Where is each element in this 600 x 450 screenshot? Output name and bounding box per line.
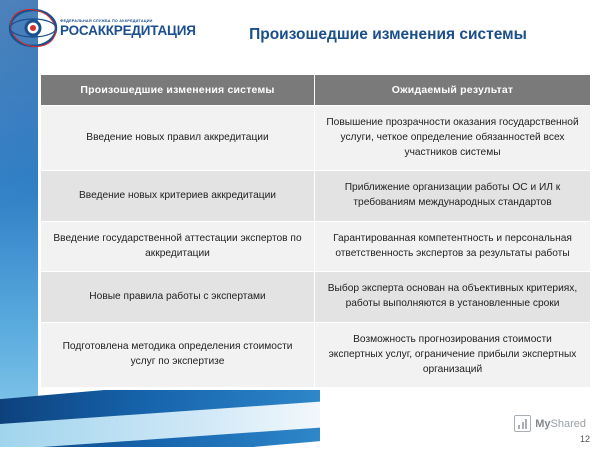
decorative-left-band: [0, 0, 38, 450]
bar-chart-icon: [514, 415, 531, 432]
watermark-prefix: My: [535, 417, 551, 430]
table-cell-result: Выбор эксперта основан на объективных критериях, работы выполняются в установленные сроки: [315, 272, 591, 323]
logo-top-line: ФЕДЕРАЛЬНАЯ СЛУЖБА ПО АККРЕДИТАЦИИ: [60, 19, 153, 24]
table-cell-change: Новые правила работы с экспертами: [41, 272, 315, 323]
rosaccreditation-emblem-icon: [8, 6, 58, 52]
table-cell-result: Повышение прозрачности оказания государственной услуги, четкое определение обязанностей всех участников системы: [315, 106, 591, 171]
table-row: [41, 323, 591, 388]
logo-name: РОСАККРЕДИТАЦИЯ: [60, 23, 196, 39]
watermark: [514, 415, 586, 432]
table-cell-result: Возможность прогнозирования стоимости экспертных услуг, ограничение прибыли экспертных организаций: [315, 323, 591, 388]
table-row: [41, 221, 591, 272]
watermark-label: [535, 418, 586, 430]
table-header-result: Ожидаемый результат: [315, 75, 591, 106]
table-row: [41, 272, 591, 323]
table-cell-result: Приближение организации работы ОС и ИЛ к требованиям международных стандартов: [315, 171, 591, 222]
table-row: [41, 106, 591, 171]
page-number: 12: [579, 434, 590, 444]
table-cell-change: Введение государственной аттестации экспертов по аккредитации: [41, 221, 315, 272]
decorative-left-band-gloss: [0, 0, 38, 450]
decorative-bottom-wedge: [0, 390, 320, 450]
watermark-suffix: Shared: [550, 417, 586, 430]
logo: [8, 4, 196, 54]
changes-table: [40, 74, 591, 388]
page-title: Произошедшие изменения системы: [249, 26, 527, 43]
table-cell-change: Введение новых критериев аккредитации: [41, 171, 315, 222]
table-header-row: [41, 75, 591, 106]
table-cell-change: Введение новых правил аккредитации: [41, 106, 315, 171]
table-header-changes: Произошедшие изменения системы: [41, 75, 315, 106]
table-cell-change: Подготовлена методика определения стоимости услуг по экспертизе: [41, 323, 315, 388]
table-cell-result: Гарантированная компетентность и персональная ответственность экспертов за результаты работы: [315, 221, 591, 272]
table-row: [41, 171, 591, 222]
